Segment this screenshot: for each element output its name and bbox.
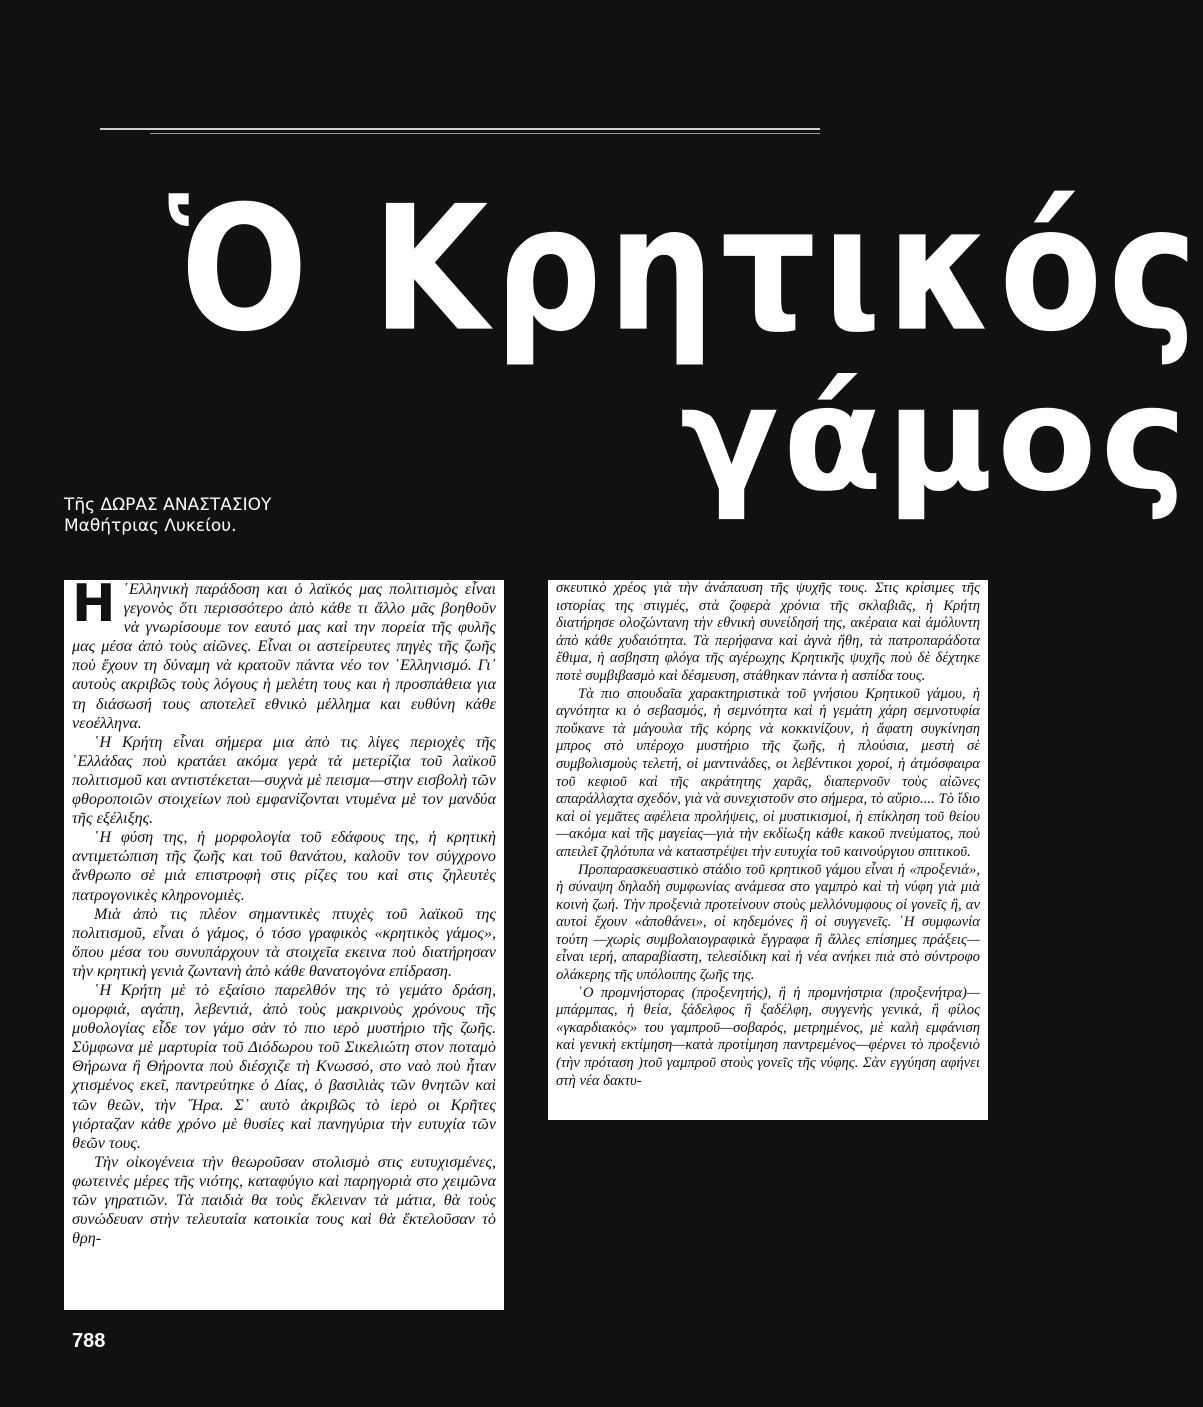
title-line-2: γάμος (680, 355, 1191, 524)
top-rule-2 (150, 133, 820, 134)
drop-cap: Η (72, 574, 116, 634)
article-column-right (548, 580, 988, 1120)
title-line-1: Ὁ Κρητικός (168, 169, 1203, 371)
paragraph: Τὴν οἰκογένεια τὴν θεωροῦσαν στολισμὸ στις ευτυχισμένες, φωτεινὲς μέρες τῆς νιότης, καταφύγιο καὶ παρηγοριὰ στο χειμῶνα τῶν γηρατιῶν. Τὰ παιδιὰ θα τοὺς ἔκλειναν τὰ μάτια, θὰ τοὺς συνώδευαν στὴν τελευταία κατοικία τους καὶ θὰ ἔκτελοῦσαν τὸ θρη- (72, 1152, 496, 1248)
paragraph: Τὰ πιο σπουδαῖα χαρακτηριστικὰ τοῦ γνήσιου Κρητικοῦ γάμου, ἡ αγνότητα κι ὁ σεβασμός, ἡ σεμνότητα καὶ ἡ γεμάτη χάρη σεμνοτυφία ποὔκανε τὰ μάγουλα τῆς κόρης νὰ κοκκινίζουν, ἡ ἄφατη συγκίνηση μπρος στὸ υπέροχο μυστήριο τῆς ζωῆς, ἡ πλούσια, μεστὴ σὲ συμβολισμοὺς τελετή, οἱ μαντινάδες, οι λεβέντικοι χοροί, ἡ ἀτμόσφαιρα τοῦ κεφιοῦ καὶ τῆς ακράτητης χαρᾶς, διαπερνοῦν τοὺς αἰῶνες απαράλλαχτα σχεδόν, γιὰ νὰ συνεχιστοῦν στο σήμερα, τὸ αὔριο.... Τὸ ἴδιο καὶ οἱ γεμᾶτες αφέλεια προλήψεις, οἱ μυστικισμοί, ἡ επίκληση τοῦ θείου —ακόμα καὶ τῆς μαγείας—γιὰ τὴν εκδίωξη κάθε κακοῦ πνεύματος, ποὺ απειλεῖ ζηλότυπα νὰ καταστρέψει τὴν ευτυχία τοῦ καινούργιου σπιτικοῦ. (556, 685, 980, 860)
paragraph: ῾Η Κρήτη μὲ τὸ εξαίσιο παρελθόν της τὸ γεμάτο δράση, ομορφιά, αγάπη, λεβεντιά, ἀπὸ τοὺς μακρινοὺς χρόνους τῆς μυθολογίας εἶδε τον γάμο σὰν τὸ πιο ιερὸ μυστήριο τῆς ζωῆς. Σύμφωνα μὲ μαρτυρία τοῦ Διόδωρου τοῦ Σικελιώτη στον ποταμὸ Θήρωνα ἢ Θήροντα ποὺ διέσχιζε τὴ Κνωσσό, στο ναὸ ποὺ ἦταν χτισμένος εκεῖ, παντρεύτηκε ὁ Δίας, ὁ βασιλιὰς τῶν θνητῶν καὶ τῶν θεῶν, τὴν ῞Ηρα. Σ᾿ αυτὸ ἀκριβῶς τὸ ἱερὸ οι Κρῆτες γιόρταζαν κάθε χρόνο μὲ θυσίες καὶ πανηγύρια τὴν ευτυχία τῶν θεῶν τους. (72, 980, 496, 1152)
paragraph: ῾Η Κρήτη εἶναι σήμερα μια ἀπὸ τις λίγες περιοχὲς τῆς ῾Ελλάδας ποὺ κρατάει ακόμα γερὰ τὰ μετερίζια τοῦ λαϊκοῦ πολιτισμοῦ και αντιστέκεται—συχνὰ μὲ πεισμα—στην εισβολὴ τῶν φθοροποιῶν στοιχείων ποὺ εμφανίζονται ντυμένα μὲ τον μανδύα τῆς εξέλιξης. (72, 732, 496, 828)
top-rule-1 (100, 128, 820, 130)
paragraph: ῾Ο προμνήστορας (προξενητής), ἢ ἡ προμνήστρια (προξενήτρα)—μπάρμπας, ἡ θεία, ξάδελφος ἢ ξαδέλφη, συγγενὴς γενικά, ἢ φίλος «γκαρδιακὸς» του γαμπροῦ—σοβαρός, μετρημένος, μὲ καλὴ εμφάνιση καὶ γενικὴ εκτίμηση—κατὰ προτίμηση παντρεμένος—φέρνει τὸ προξενιὸ (τὴν πρόταση )τοῦ γαμπροῦ στοὺς γονεῖς τῆς νύφης. Σὰν εγγύηση αφήνει στὴ νέα δακτυ- (556, 984, 980, 1089)
byline-role: Μαθήτριας Λυκείου. (64, 516, 237, 536)
page-number: 788 (72, 1330, 106, 1352)
paragraph: σκευτικὸ χρέος γιὰ τὴν ἀνάπαυση τῆς ψυχῆς τους. Στις κρίσιμες τῆς ιστορίας της στιγμές, στὰ ζοφερὰ χρόνια τῆς σκλαβιᾶς, ἡ Κρήτη διατήρησε ολοζώντανη τὴν εθνικὴ συνείδησή της, ακέραια καὶ ἀμόλυντη ἀπὸ κάθε χυδαιότητα. Τὰ περήφανα καὶ ἁγνὰ ἤθη, τὰ πατροπαράδοτα ἔθιμα, ἡ ασβηστη φλόγα τῆς αγέρωχης Κρητικῆς ψυχῆς ποὺ δὲ δέχτηκε ποτὲ συμβιβασμὸ καὶ δέσμευση, στάθηκαν πάντα ἡ ασπίδα τους. (556, 580, 980, 684)
paragraph: Προπαρασκευαστικὸ στάδιο τοῦ κρητικοῦ γάμου εἶναι ἡ «προξενιά», ἡ σύναψη δηλαδὴ συμφωνίας ανάμεσα στο γαμπρὸ καὶ τὴ νύφη γιὰ μιὰ κοινὴ ζωή. Τὴν προξενιὰ προτείνουν στοὺς μελλόνυμφους οἱ γονεῖς ἢ, αν αυτοὶ ἔχουν «ἀποθάνει», οἱ κηδεμόνες ἢ οἱ συγγενεῖς. ῾Η συμφωνία τούτη —χωρὶς συμβολαιογραφικὰ ἔγγραφα ἢ ἄλλες επίσημες πράξεις—εἶναι ιερή, απαραβίαστη, τελεσίδικη καὶ ἡ νέα ανήκει πιὰ στὸ σύντροφο ολάκερης τῆς υπόλοιπης ζωῆς της. (556, 861, 980, 984)
article-column-left (64, 574, 504, 1310)
byline-author: Τῆς ΔΩΡΑΣ ΑΝΑΣΤΑΣΙΟΥ (64, 495, 272, 515)
paragraph: ῾Η φύση της, ἡ μορφολογία τοῦ εδάφους της, ἡ κρητικὴ αντιμετώπιση τῆς ζωῆς και τοῦ θανάτου, καλοῦν τον σύγχρονο ἄνθρωπο σὲ μιὰ επιστροφὴ στις ρίζες του καὶ στις ζηλευτὲς πατρογονικὲς κληρονομιὲς. (72, 828, 496, 904)
paragraph: Μιὰ ἀπὸ τις πλέον σημαντικὲς πτυχὲς τοῦ λαϊκοῦ της πολιτισμοῦ, εἶναι ὁ γάμος, ὁ τόσο γραφικὸς «κρητικὸς γάμος», ὅπου μέσα του συνυπάρχουν τὰ στοιχεῖα εκεινα ποὺ διατήρησαν τὴν κρητικὴ γενιὰ ζωντανὴ ἀπὸ κάθε θανατογόνα επίδραση. (72, 904, 496, 980)
paragraph: Η ῾Ελληνικὴ παράδοση και ὁ λαϊκός μας πολιτισμὸς εἶναι γεγονὸς ὅτι περισσότερο ἀπὸ κάθε τι ἄλλο μᾶς βοηθοῦν νὰ γνωρίσουμε τον εαυτό μας καὶ την πορεία τῆς φυλῆς μας μέσα ἀπὸ τοὺς αἰῶνες. Εἶναι οι αστείρευτες πηγὲς τῆς ζωῆς ποὺ ἔχουν τη δύναμη νὰ κρατοῦν πάντα νέο τον ῾Ελληνισμό. Γι᾿ αυτοὺς ακριβῶς τοὺς λόγους ἡ μελέτη τους και ἡ προσπάθεια για τη διάσωσή τους αποτελεῖ εθνικὸ μέλλημα και ευθύνη κάθε νεοέλληνα. (72, 574, 496, 732)
